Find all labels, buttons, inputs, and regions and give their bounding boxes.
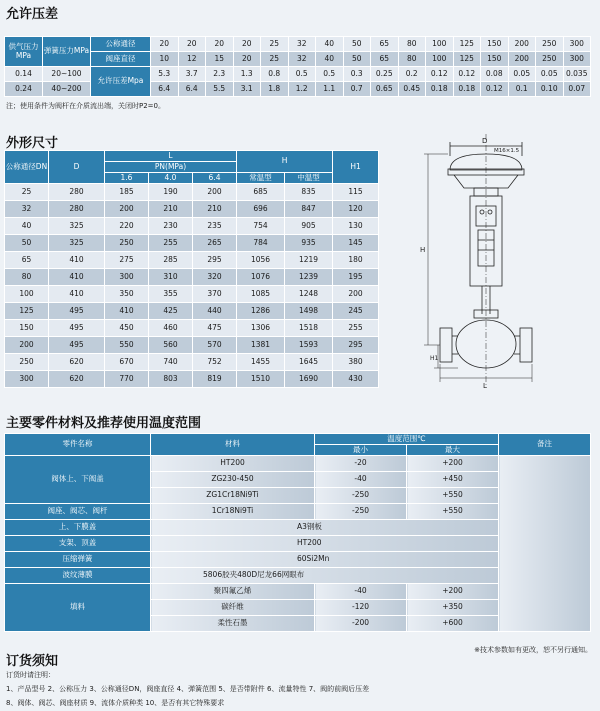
l-cell: 200 [105, 201, 149, 218]
l-cell: 320 [193, 269, 237, 286]
h-cell: 1248 [285, 286, 333, 303]
supply-cell: 0.24 [5, 82, 43, 97]
nominal-cell: 300 [563, 37, 591, 52]
dimension-row [5, 320, 379, 337]
seat-cell: 32 [288, 52, 316, 67]
section-title-pressure: 允许压差 [6, 7, 59, 22]
nominal-cell: 200 [508, 37, 536, 52]
dp-cell: 0.08 [481, 67, 509, 82]
nominal-cell: 100 [426, 37, 454, 52]
dp-cell: 0.5 [316, 67, 344, 82]
h1-cell: 245 [333, 303, 379, 320]
remark-cell [499, 456, 591, 632]
h1-cell: 195 [333, 269, 379, 286]
l-cell: 460 [149, 320, 193, 337]
dn-cell: 125 [5, 303, 49, 320]
dimension-row [5, 218, 379, 235]
seat-cell: 65 [371, 52, 399, 67]
h1-cell: 145 [333, 235, 379, 252]
dn-cell: 50 [5, 235, 49, 252]
nominal-cell: 20 [151, 37, 179, 52]
head-min: 最小 [315, 445, 407, 456]
seat-cell: 150 [481, 52, 509, 67]
d-cell: 495 [49, 337, 105, 354]
pressure-note: 注；使用条件为阀杆在介质流出端，关闭时P2=0。 [6, 102, 165, 110]
head-spring: 弹簧压力MPa [43, 37, 91, 67]
l-cell: 200 [193, 184, 237, 201]
max-cell: +450 [407, 472, 499, 488]
l-cell: 210 [149, 201, 193, 218]
max-cell: +200 [407, 456, 499, 472]
d-cell: 325 [49, 235, 105, 252]
dp-cell: 0.8 [261, 67, 289, 82]
material-cell: 5806胶夹480D尼龙66网眼布 [151, 568, 499, 584]
h1-cell: 295 [333, 337, 379, 354]
seat-cell: 10 [151, 52, 179, 67]
d-cell: 620 [49, 354, 105, 371]
l-cell: 670 [105, 354, 149, 371]
l-cell: 803 [149, 371, 193, 388]
l-cell: 300 [105, 269, 149, 286]
h-cell: 835 [285, 184, 333, 201]
min-cell: -200 [315, 616, 407, 632]
spring-cell: 20~100 [43, 67, 91, 82]
dp-cell: 0.45 [398, 82, 426, 97]
dp-cell: 1.2 [288, 82, 316, 97]
h1-cell: 120 [333, 201, 379, 218]
material-cell: HT200 [151, 536, 499, 552]
dp-cell: 2.3 [206, 67, 234, 82]
seat-cell: 300 [563, 52, 591, 67]
h-cell: 1518 [285, 320, 333, 337]
seat-cell: 25 [261, 52, 289, 67]
head-max: 最大 [407, 445, 499, 456]
dimension-row [5, 235, 379, 252]
materials-note: ※技术参数如有更改，恕不另行通知。 [474, 646, 592, 654]
h-cell: 935 [285, 235, 333, 252]
seat-cell: 15 [206, 52, 234, 67]
d-cell: 325 [49, 218, 105, 235]
l-cell: 550 [105, 337, 149, 354]
h-cell: 1498 [285, 303, 333, 320]
h-cell: 1239 [285, 269, 333, 286]
l-cell: 450 [105, 320, 149, 337]
dn-cell: 80 [5, 269, 49, 286]
l-cell: 560 [149, 337, 193, 354]
dp-cell: 0.12 [481, 82, 509, 97]
h-cell: 1510 [237, 371, 285, 388]
part-spring: 压缩弹簧 [5, 552, 151, 568]
head-pn-value: 4.0 [149, 173, 193, 184]
h1-cell: 255 [333, 320, 379, 337]
l-cell: 425 [149, 303, 193, 320]
seat-cell: 20 [233, 52, 261, 67]
seat-cell: 50 [343, 52, 371, 67]
min-cell: -40 [315, 584, 407, 600]
dimension-row [5, 337, 379, 354]
h-cell: 754 [237, 218, 285, 235]
max-cell: +350 [407, 600, 499, 616]
material-cell: 1Cr18Ni9Ti [151, 504, 315, 520]
nominal-cell: 40 [316, 37, 344, 52]
drawing-label-h: H [420, 246, 426, 254]
l-cell: 250 [105, 235, 149, 252]
h-cell: 1085 [237, 286, 285, 303]
min-cell: -120 [315, 600, 407, 616]
head-h-type: 中温型 [285, 173, 333, 184]
d-cell: 280 [49, 184, 105, 201]
d-cell: 495 [49, 303, 105, 320]
dimension-row [5, 371, 379, 388]
order-line-1: 1、产品型号 2、公称压力 3、公称通径DN，阀座直径 4、弹簧范围 5、是否带附件 6、流量特性 7、阀的前阀后压差 [6, 685, 370, 693]
h-cell: 847 [285, 201, 333, 218]
h-cell: 1076 [237, 269, 285, 286]
head-pn-value: 1.6 [105, 173, 149, 184]
section-title-materials: 主要零件材料及推荐使用温度范围 [6, 416, 202, 431]
l-cell: 370 [193, 286, 237, 303]
dn-cell: 65 [5, 252, 49, 269]
l-cell: 819 [193, 371, 237, 388]
l-cell: 210 [193, 201, 237, 218]
dn-cell: 40 [5, 218, 49, 235]
nominal-cell: 65 [371, 37, 399, 52]
dp-cell: 0.1 [508, 82, 536, 97]
dp-cell: 3.7 [178, 67, 206, 82]
head-nominal: 公称通径 [91, 37, 151, 52]
material-cell: 柔性石墨 [151, 616, 315, 632]
seat-cell: 100 [426, 52, 454, 67]
dp-cell: 1.3 [233, 67, 261, 82]
d-cell: 410 [49, 252, 105, 269]
h-cell: 1690 [285, 371, 333, 388]
dp-cell: 0.035 [563, 67, 591, 82]
dp-cell: 0.25 [371, 67, 399, 82]
seat-cell: 80 [398, 52, 426, 67]
l-cell: 295 [193, 252, 237, 269]
h-cell: 1306 [237, 320, 285, 337]
dimension-row [5, 184, 379, 201]
l-cell: 230 [149, 218, 193, 235]
dn-cell: 150 [5, 320, 49, 337]
material-cell: A3钢板 [151, 520, 499, 536]
dimension-row [5, 303, 379, 320]
dp-cell: 3.1 [233, 82, 261, 97]
seat-cell: 40 [316, 52, 344, 67]
dp-cell: 0.05 [508, 67, 536, 82]
h-cell: 685 [237, 184, 285, 201]
part-diaphragm: 波纹薄膜 [5, 568, 151, 584]
nominal-cell: 20 [178, 37, 206, 52]
l-cell: 220 [105, 218, 149, 235]
min-cell: -40 [315, 472, 407, 488]
dp-cell: 0.3 [343, 67, 371, 82]
dp-cell: 6.4 [151, 82, 179, 97]
h-cell: 1286 [237, 303, 285, 320]
material-cell: ZG1Cr18Ni9Ti [151, 488, 315, 504]
section-title-order: 订货须知 [6, 654, 59, 669]
l-cell: 275 [105, 252, 149, 269]
dp-cell: 0.65 [371, 82, 399, 97]
d-cell: 280 [49, 201, 105, 218]
dimension-row [5, 201, 379, 218]
dp-cell: 6.4 [178, 82, 206, 97]
nominal-cell: 32 [288, 37, 316, 52]
dn-cell: 25 [5, 184, 49, 201]
head-h1: H1 [333, 151, 379, 184]
dp-cell: 0.5 [288, 67, 316, 82]
part-packing: 填料 [5, 584, 151, 632]
material-cell: 60Si2Mn [151, 552, 499, 568]
head-h: H [237, 151, 333, 173]
l-cell: 190 [149, 184, 193, 201]
dp-cell: 0.05 [536, 67, 564, 82]
l-cell: 185 [105, 184, 149, 201]
dp-cell: 0.12 [453, 67, 481, 82]
order-line-2: 8、阀体、阀芯、阀座材质 9、流体介质种类 10、是否有其它特殊要求 [6, 699, 225, 707]
max-cell: +550 [407, 488, 499, 504]
dimensions-table [4, 150, 379, 388]
d-cell: 410 [49, 286, 105, 303]
l-cell: 265 [193, 235, 237, 252]
l-cell: 740 [149, 354, 193, 371]
l-cell: 355 [149, 286, 193, 303]
valve-drawing-lines [424, 134, 532, 387]
head-temp: 温度范围℃ [315, 434, 499, 445]
dp-cell: 0.07 [563, 82, 591, 97]
part-body: 阀体上、下阀盖 [5, 456, 151, 504]
materials-table [4, 433, 591, 632]
material-cell: HT200 [151, 456, 315, 472]
dimension-row [5, 252, 379, 269]
h-cell: 1381 [237, 337, 285, 354]
material-cell: 聚四氟乙烯 [151, 584, 315, 600]
dp-cell: 0.7 [343, 82, 371, 97]
l-cell: 235 [193, 218, 237, 235]
max-cell: +600 [407, 616, 499, 632]
section-title-dimensions: 外形尺寸 [6, 136, 59, 151]
h-cell: 784 [237, 235, 285, 252]
h-cell: 1219 [285, 252, 333, 269]
l-cell: 410 [105, 303, 149, 320]
dn-cell: 32 [5, 201, 49, 218]
max-cell: +200 [407, 584, 499, 600]
part-support: 支架、顶盖 [5, 536, 151, 552]
head-part: 零件名称 [5, 434, 151, 456]
l-cell: 475 [193, 320, 237, 337]
drawing-label-m: M16×1.5 [494, 148, 520, 154]
h1-cell: 180 [333, 252, 379, 269]
min-cell: -250 [315, 488, 407, 504]
nominal-cell: 20 [206, 37, 234, 52]
head-d: D [49, 151, 105, 184]
part-membrane: 上、下膜盖 [5, 520, 151, 536]
dn-cell: 300 [5, 371, 49, 388]
material-cell: ZG230-450 [151, 472, 315, 488]
h-cell: 696 [237, 201, 285, 218]
h1-cell: 200 [333, 286, 379, 303]
h1-cell: 115 [333, 184, 379, 201]
h1-cell: 130 [333, 218, 379, 235]
part-seat: 阀座、阀芯、阀杆 [5, 504, 151, 520]
head-dp: 允许压差Mpa [91, 67, 151, 97]
pressure-table [4, 36, 591, 97]
max-cell: +550 [407, 504, 499, 520]
head-pn: PN(MPa) [105, 162, 237, 173]
seat-cell: 12 [178, 52, 206, 67]
dp-cell: 0.2 [398, 67, 426, 82]
nominal-cell: 20 [233, 37, 261, 52]
nominal-cell: 250 [536, 37, 564, 52]
dimension-row [5, 354, 379, 371]
h-cell: 1455 [237, 354, 285, 371]
dp-cell: 1.1 [316, 82, 344, 97]
head-h-type: 常温型 [237, 173, 285, 184]
l-cell: 285 [149, 252, 193, 269]
l-cell: 310 [149, 269, 193, 286]
head-seat: 阀座直径 [91, 52, 151, 67]
dp-cell: 1.8 [261, 82, 289, 97]
material-cell: 碳纤维 [151, 600, 315, 616]
valve-drawing [398, 132, 594, 394]
dp-cell: 0.10 [536, 82, 564, 97]
h1-cell: 380 [333, 354, 379, 371]
h-cell: 1645 [285, 354, 333, 371]
h-cell: 1056 [237, 252, 285, 269]
min-cell: -250 [315, 504, 407, 520]
nominal-cell: 25 [261, 37, 289, 52]
head-remark: 备注 [499, 434, 591, 456]
dp-cell: 5.5 [206, 82, 234, 97]
dp-cell: 0.12 [426, 67, 454, 82]
d-cell: 620 [49, 371, 105, 388]
supply-cell: 0.14 [5, 67, 43, 82]
dimension-row [5, 286, 379, 303]
head-supply: 供气压力MPa [5, 37, 43, 67]
nominal-cell: 80 [398, 37, 426, 52]
dp-cell: 5.3 [151, 67, 179, 82]
drawing-label-l: L [483, 382, 487, 390]
dimension-row [5, 269, 379, 286]
nominal-cell: 125 [453, 37, 481, 52]
d-cell: 410 [49, 269, 105, 286]
spring-cell: 40~200 [43, 82, 91, 97]
head-pn-value: 6.4 [193, 173, 237, 184]
drawing-label-h1: H1 [430, 355, 439, 362]
l-cell: 752 [193, 354, 237, 371]
l-cell: 770 [105, 371, 149, 388]
seat-cell: 250 [536, 52, 564, 67]
dn-cell: 250 [5, 354, 49, 371]
nominal-cell: 150 [481, 37, 509, 52]
h1-cell: 430 [333, 371, 379, 388]
head-mat: 材料 [151, 434, 315, 456]
dp-cell: 0.18 [426, 82, 454, 97]
seat-cell: 125 [453, 52, 481, 67]
min-cell: -20 [315, 456, 407, 472]
seat-cell: 200 [508, 52, 536, 67]
l-cell: 440 [193, 303, 237, 320]
h-cell: 905 [285, 218, 333, 235]
head-dn: 公称通径DN [5, 151, 49, 184]
d-cell: 495 [49, 320, 105, 337]
dn-cell: 100 [5, 286, 49, 303]
h-cell: 1593 [285, 337, 333, 354]
l-cell: 350 [105, 286, 149, 303]
drawing-label-d: D [482, 137, 488, 145]
order-intro: 订货时请注明： [6, 671, 55, 679]
l-cell: 255 [149, 235, 193, 252]
l-cell: 570 [193, 337, 237, 354]
dn-cell: 200 [5, 337, 49, 354]
dp-cell: 0.18 [453, 82, 481, 97]
head-l: L [105, 151, 237, 162]
nominal-cell: 50 [343, 37, 371, 52]
